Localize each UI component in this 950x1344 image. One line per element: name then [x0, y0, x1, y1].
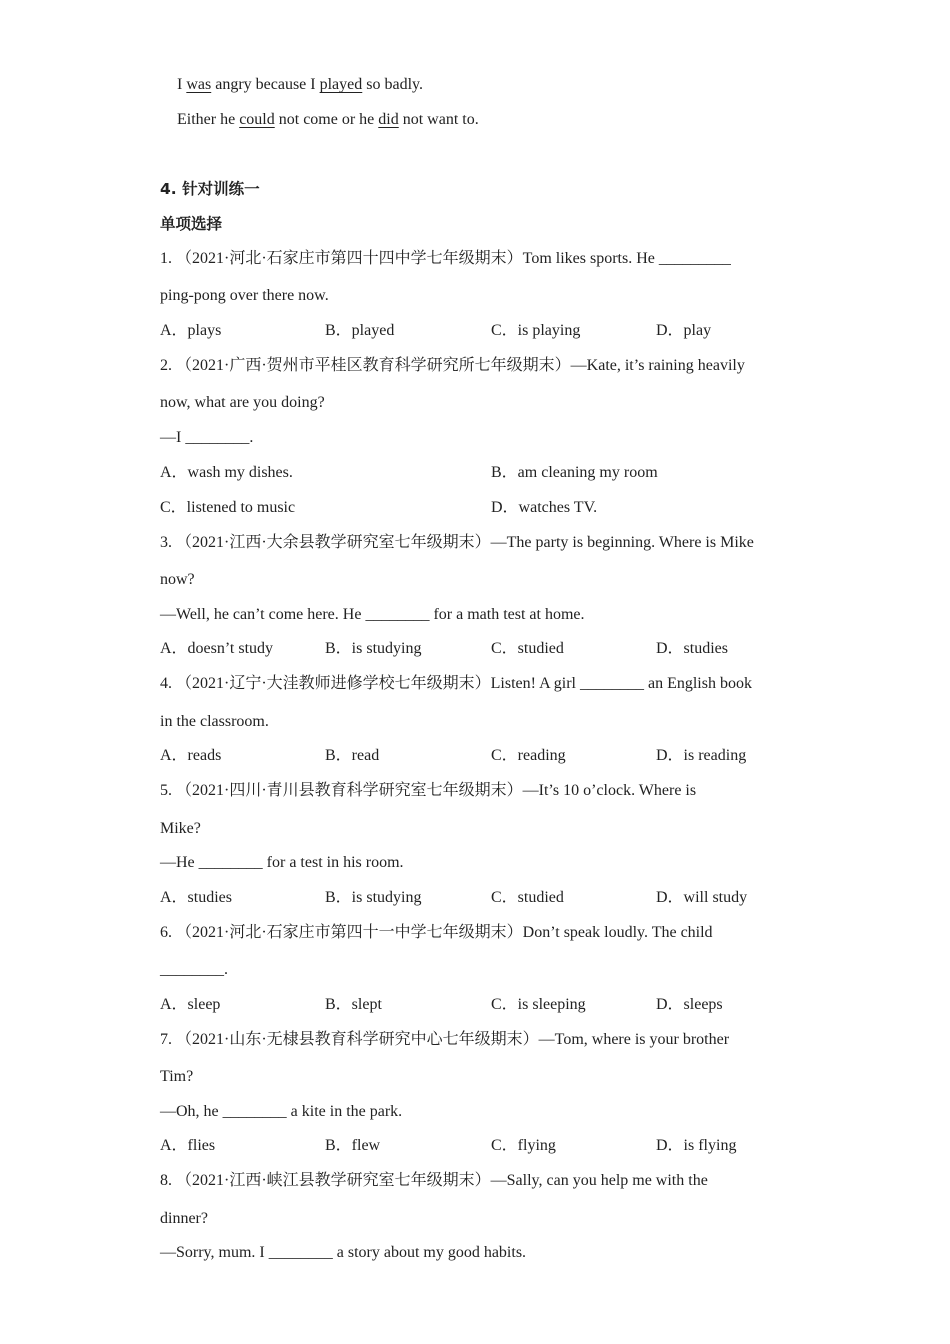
- example-text: angry because I: [211, 76, 320, 93]
- question-7-option-d: D．is flying: [656, 1137, 737, 1154]
- question-1-option-d: D．play: [656, 322, 712, 339]
- question-3-stem: 3. （2021·江西·大余县教学研究室七年级期末）—The party is beginning. Where is Mike: [160, 534, 754, 551]
- question-3-option-a: A．doesn’t study: [160, 640, 274, 657]
- question-5-option-c: C．studied: [491, 889, 564, 906]
- question-4-option-a: A．reads: [160, 747, 222, 764]
- question-5-option-d: D．will study: [656, 889, 748, 906]
- question-6-option-d: D．sleeps: [656, 996, 723, 1013]
- question-3-answer-line: —Well, he can’t come here. He ________ for a math test at home.: [160, 606, 585, 623]
- example-text: so badly.: [362, 76, 423, 93]
- question-2-option-a: A．wash my dishes.: [160, 464, 293, 481]
- question-5-stem: 5. （2021·四川·青川县教育科学研究室七年级期末）—It’s 10 o’clock. Where is: [160, 782, 697, 799]
- question-6-option-a: A．sleep: [160, 996, 221, 1013]
- example-sentence-2: [177, 110, 479, 130]
- question-2-stem-cont: now, what are you doing?: [160, 394, 325, 411]
- example-sentence-1: [177, 75, 423, 95]
- question-4-stem: 4. （2021·辽宁·大洼教师进修学校七年级期末）Listen! A girl ________ an English book: [160, 675, 752, 692]
- question-2-answer-line: —I ________.: [160, 429, 254, 446]
- question-2-option-d: D．watches TV.: [491, 499, 598, 516]
- example-text: Either he: [177, 111, 240, 128]
- question-7-option-a: A．flies: [160, 1137, 216, 1154]
- question-3-stem-cont: now?: [160, 571, 195, 588]
- question-2-stem: 2. （2021·广西·贺州市平桂区教育科学研究所七年级期末）—Kate, it’s raining heavily: [160, 357, 745, 374]
- example-text: not want to.: [398, 111, 479, 128]
- question-2-option-b: B．am cleaning my room: [491, 464, 658, 481]
- underlined-word: played: [319, 76, 363, 93]
- question-3-option-c: C．studied: [491, 640, 564, 657]
- question-7-answer-line: —Oh, he ________ a kite in the park.: [160, 1103, 403, 1120]
- question-5-option-a: A．studies: [160, 889, 233, 906]
- underlined-word: did: [378, 111, 399, 128]
- question-1-stem-cont: ping-pong over there now.: [160, 287, 329, 304]
- question-6-stem-cont: ________.: [160, 961, 228, 978]
- question-8-stem-cont: dinner?: [160, 1210, 208, 1227]
- question-8-answer-line: —Sorry, mum. I ________ a story about my good habits.: [160, 1244, 527, 1261]
- question-4-stem-cont: in the classroom.: [160, 713, 269, 730]
- underlined-word: could: [239, 111, 275, 128]
- question-8-stem: 8. （2021·江西·峡江县教学研究室七年级期末）—Sally, can you help me with the: [160, 1172, 708, 1189]
- question-5-answer-line: —He ________ for a test in his room.: [160, 854, 404, 871]
- question-4-option-c: C．reading: [491, 747, 566, 764]
- question-7-stem: 7. （2021·山东·无棣县教育科学研究中心七年级期末）—Tom, where is your brother: [160, 1031, 730, 1048]
- question-6-stem: 6. （2021·河北·石家庄市第四十一中学七年级期末）Don’t speak loudly. The child: [160, 924, 713, 941]
- question-5-option-b: B．is studying: [325, 889, 422, 906]
- question-2-option-c: C．listened to music: [160, 499, 296, 516]
- question-7-stem-cont: Tim?: [160, 1068, 194, 1085]
- question-1-stem: 1. （2021·河北·石家庄市第四十四中学七年级期末）Tom likes sports. He _________: [160, 250, 731, 267]
- question-7-option-b: B．flew: [325, 1137, 381, 1154]
- example-text: not come or he: [274, 111, 379, 128]
- question-7-option-c: C．flying: [491, 1137, 556, 1154]
- question-1-option-a: A．plays: [160, 322, 222, 339]
- question-3-option-d: D．studies: [656, 640, 729, 657]
- question-6-option-b: B．slept: [325, 996, 382, 1013]
- question-5-stem-cont: Mike?: [160, 820, 201, 837]
- question-6-option-c: C．is sleeping: [491, 996, 586, 1013]
- example-text: I: [177, 76, 187, 93]
- question-4-option-d: D．is reading: [656, 747, 747, 764]
- question-1-option-b: B．played: [325, 322, 395, 339]
- underlined-word: was: [186, 76, 212, 93]
- question-4-option-b: B．read: [325, 747, 380, 764]
- question-1-option-c: C．is playing: [491, 322, 581, 339]
- section-title: 4. 针对训练一: [160, 180, 260, 198]
- question-3-option-b: B．is studying: [325, 640, 422, 657]
- subsection-title: 单项选择: [160, 215, 223, 233]
